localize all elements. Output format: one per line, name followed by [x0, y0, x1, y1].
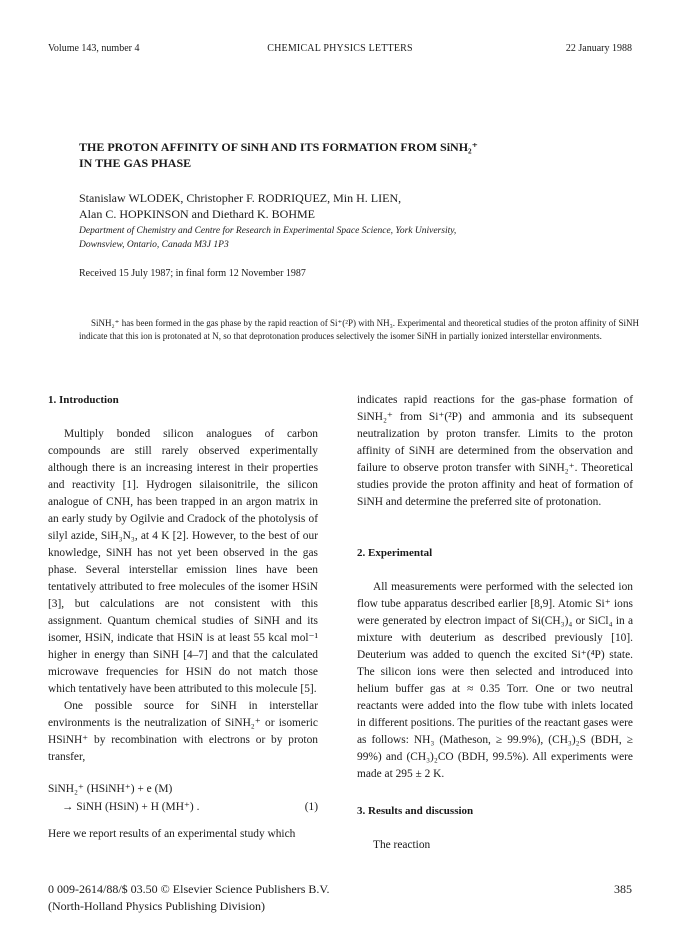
paragraph: indicates rapid reactions for the gas-phase formation of SiNH₂⁺ from Si⁺(²P) and ammonia and its subsequent neutralization by proton transfer. Limits to the proton affinity of SiNH are determined from the observation and failure to observe proton transfer with SiNH₂⁺. Theoretical studies provide the proton affinity and heat of formation of SiNH and determine the preferred site of protonation.: [357, 394, 633, 508]
paragraph: One possible source for SiNH in interstellar environments is the neutralization of SiNH₂⁺ or isomeric HSiNH⁺ by recombination with electrons or by proton transfer,: [48, 700, 318, 763]
right-column: [357, 392, 633, 854]
affiliation-line-2: Downsview, Ontario, Canada M3J 1P3: [79, 240, 229, 250]
paragraph: All measurements were performed with the selected ion flow tube apparatus described earlier [8,9]. Atomic Si⁺ ions were generated by electron impact of Si(CH₃)₄ or SiCl₄ in a mixture with deuterium as described previously [10]. Deuterium was added to quench the excited Si⁺(⁴P) state. The silicon ions were then selected and introduced into helium buffer gas at ≈ 0.35 Torr. One or two neutral reactants were added into the flow tube with inlets located in different positions. The purities of the reactant gases were as follows: NH₃ (Matheson, ≥ 99.9%), (CH₃)₂S (BDH, ≥ 99%) and (CH₃)₂CO (BDH, 99.5%). All experiments were made at 295 ± 2 K.: [357, 581, 633, 780]
title-line-1: THE PROTON AFFINITY OF SiNH AND ITS FORMATION FROM SiNH₂⁺: [79, 140, 478, 154]
volume-label: Volume 143, number 4: [48, 43, 140, 54]
left-column: [48, 392, 318, 843]
running-header: [48, 43, 632, 57]
affiliation: [79, 224, 619, 252]
abstract-text: SiNH₂⁺ has been formed in the gas phase by the rapid reaction of Si⁺(²P) with NH₃. Experimental and theoretical studies of the proton affinity of SiNH indicate that this ion is protonated at N, so that deprotonation produces selectively the isomer SiNH in partially ionized interstellar environments.: [79, 318, 639, 341]
abstract: [79, 317, 639, 343]
paragraph: Here we report results of an experimental study which: [48, 828, 296, 840]
journal-name: CHEMICAL PHYSICS LETTERS: [267, 43, 413, 54]
equation-line: [48, 799, 318, 816]
paragraph: The reaction: [373, 839, 431, 851]
equation-products: → SiNH (HSiN) + H (MH⁺) .: [62, 801, 200, 813]
issue-date: 22 January 1988: [565, 43, 632, 54]
equation-line: [48, 781, 318, 798]
equation-reactants: SiNH₂⁺ (HSiNH⁺) + e (M): [48, 783, 173, 795]
equation-number: (1): [304, 801, 318, 813]
authors-line-1: Stanislaw WLODEK, Christopher F. RODRIQUEZ, Min H. LIEN,: [79, 191, 402, 205]
page-number: 385: [614, 882, 632, 896]
copyright-line: 0 009-2614/88/$ 03.50 © Elsevier Science Publishers B.V.: [48, 882, 330, 896]
section-heading-introduction: 1. Introduction: [48, 394, 119, 406]
paragraph: Multiply bonded silicon analogues of carbon compounds are still rarely observed experimentally although there is an increasing interest in their properties and reactivity [1]. Hydrogen silaisonitrile, the silicon analogue of CNH, has been trapped in an argon matrix in an early study by Ogilvie and Cradock of the photolysis of silyl azide, SiH₃N₃, at 4 K [2]. However, to the best of our knowledge, SiNH has not yet been observed in the gas phase. Several interstellar emission lines have been tentatively attributed to free molecules of the isomer HSiN [3], but calculations are not consistent with this assignment. Quantum chemical studies of SiNH and its isomer, HSiN, indicate that HSiN is at least 55 kcal mol⁻¹ higher in energy than SiNH [4–7] and that the calculated microwave frequencies for HSiN do not match those which tentatively have been attributed to this molecule [5].: [48, 428, 318, 695]
publisher-division: (North-Holland Physics Publishing Division): [48, 899, 266, 913]
author-list: [79, 190, 619, 222]
section-heading-experimental: 2. Experimental: [357, 547, 433, 559]
page-footer: [48, 881, 632, 915]
affiliation-line-1: Department of Chemistry and Centre for Research in Experimental Space Science, York University,: [79, 226, 457, 236]
title-line-2: IN THE GAS PHASE: [79, 156, 192, 170]
article-title: [79, 139, 619, 171]
section-heading-results: 3. Results and discussion: [357, 805, 474, 817]
received-dates: Received 15 July 1987; in final form 12 November 1987: [79, 268, 306, 279]
authors-line-2: Alan C. HOPKINSON and Diethard K. BOHME: [79, 207, 315, 221]
